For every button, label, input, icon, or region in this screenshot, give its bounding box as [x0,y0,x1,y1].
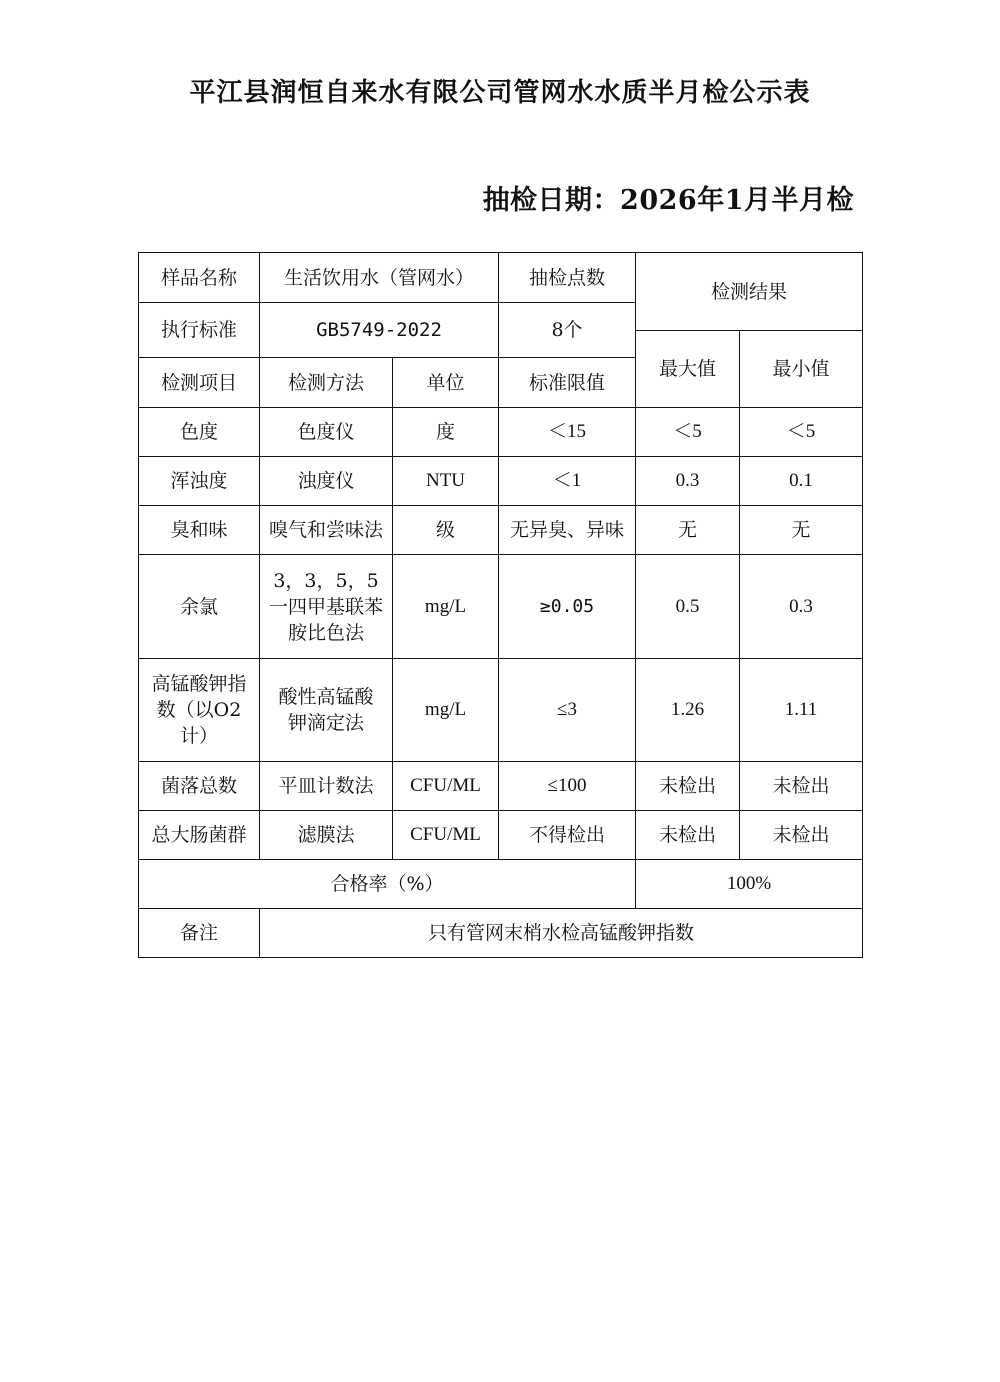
min-cell: 1.11 [740,659,863,762]
item-cell: 色度 [139,408,260,457]
unit-cell: CFU/ML [393,762,499,811]
method-cell: 平皿计数法 [260,762,393,811]
table-row [139,811,863,860]
max-cell: 0.3 [636,457,740,506]
method-cell: 嗅气和尝味法 [260,506,393,555]
col-item: 检测项目 [139,358,260,408]
table-row [139,909,863,958]
limit-cell: 无异臭、异味 [499,506,636,555]
item-cell: 总大肠菌群 [139,811,260,860]
table-row [139,860,863,909]
limit-cell: ≥0.05 [499,555,636,659]
min-cell: 无 [740,506,863,555]
sample-name-value: 生活饮用水（管网水） [260,253,499,303]
max-cell: ＜5 [636,408,740,457]
min-cell: 未检出 [740,762,863,811]
max-cell: 1.26 [636,659,740,762]
item-cell: 臭和味 [139,506,260,555]
item-cell: 余氯 [139,555,260,659]
table-row [139,457,863,506]
limit-cell: ＜1 [499,457,636,506]
sample-name-label: 样品名称 [139,253,260,303]
method-cell: 色度仪 [260,408,393,457]
method-cell: 酸性高锰酸钾滴定法 [260,659,393,762]
table-row [139,253,863,303]
table-row [139,408,863,457]
max-cell: 无 [636,506,740,555]
col-max: 最大值 [636,331,740,408]
col-method: 检测方法 [260,358,393,408]
col-limit: 标准限值 [499,358,636,408]
min-cell: 0.1 [740,457,863,506]
method-cell: 3，3，5，5一四甲基联苯胺比色法 [260,555,393,659]
table-row [139,659,863,762]
sampling-date: 抽检日期：2026年1月半月检 [482,185,854,216]
method-cell: 浊度仪 [260,457,393,506]
limit-cell: ≤3 [499,659,636,762]
col-min: 最小值 [740,331,863,408]
col-unit: 单位 [393,358,499,408]
limit-cell: ＜15 [499,408,636,457]
item-cell: 高锰酸钾指数（以O2计） [139,659,260,762]
unit-cell: 度 [393,408,499,457]
item-cell: 菌落总数 [139,762,260,811]
table-row [139,762,863,811]
results-label: 检测结果 [636,253,863,331]
remark-value: 只有管网末梢水检高锰酸钾指数 [260,909,863,958]
document-title: 平江县润恒自来水有限公司管网水水质半月检公示表 [189,78,811,108]
sample-points-label: 抽检点数 [499,253,636,303]
max-cell: 未检出 [636,811,740,860]
sample-points-value: 8个 [499,303,636,358]
unit-cell: mg/L [393,555,499,659]
table-row [139,506,863,555]
standard-label: 执行标准 [139,303,260,358]
unit-cell: 级 [393,506,499,555]
unit-cell: NTU [393,457,499,506]
pass-rate-value: 100% [636,860,863,909]
min-cell: 0.3 [740,555,863,659]
limit-cell: ≤100 [499,762,636,811]
min-cell: 未检出 [740,811,863,860]
unit-cell: mg/L [393,659,499,762]
min-cell: ＜5 [740,408,863,457]
max-cell: 0.5 [636,555,740,659]
pass-rate-label: 合格率（%） [139,860,636,909]
limit-cell: 不得检出 [499,811,636,860]
item-cell: 浑浊度 [139,457,260,506]
max-cell: 未检出 [636,762,740,811]
remark-label: 备注 [139,909,260,958]
unit-cell: CFU/ML [393,811,499,860]
method-cell: 滤膜法 [260,811,393,860]
table-row [139,555,863,659]
water-quality-table [138,252,863,958]
standard-value: GB5749-2022 [260,303,499,358]
